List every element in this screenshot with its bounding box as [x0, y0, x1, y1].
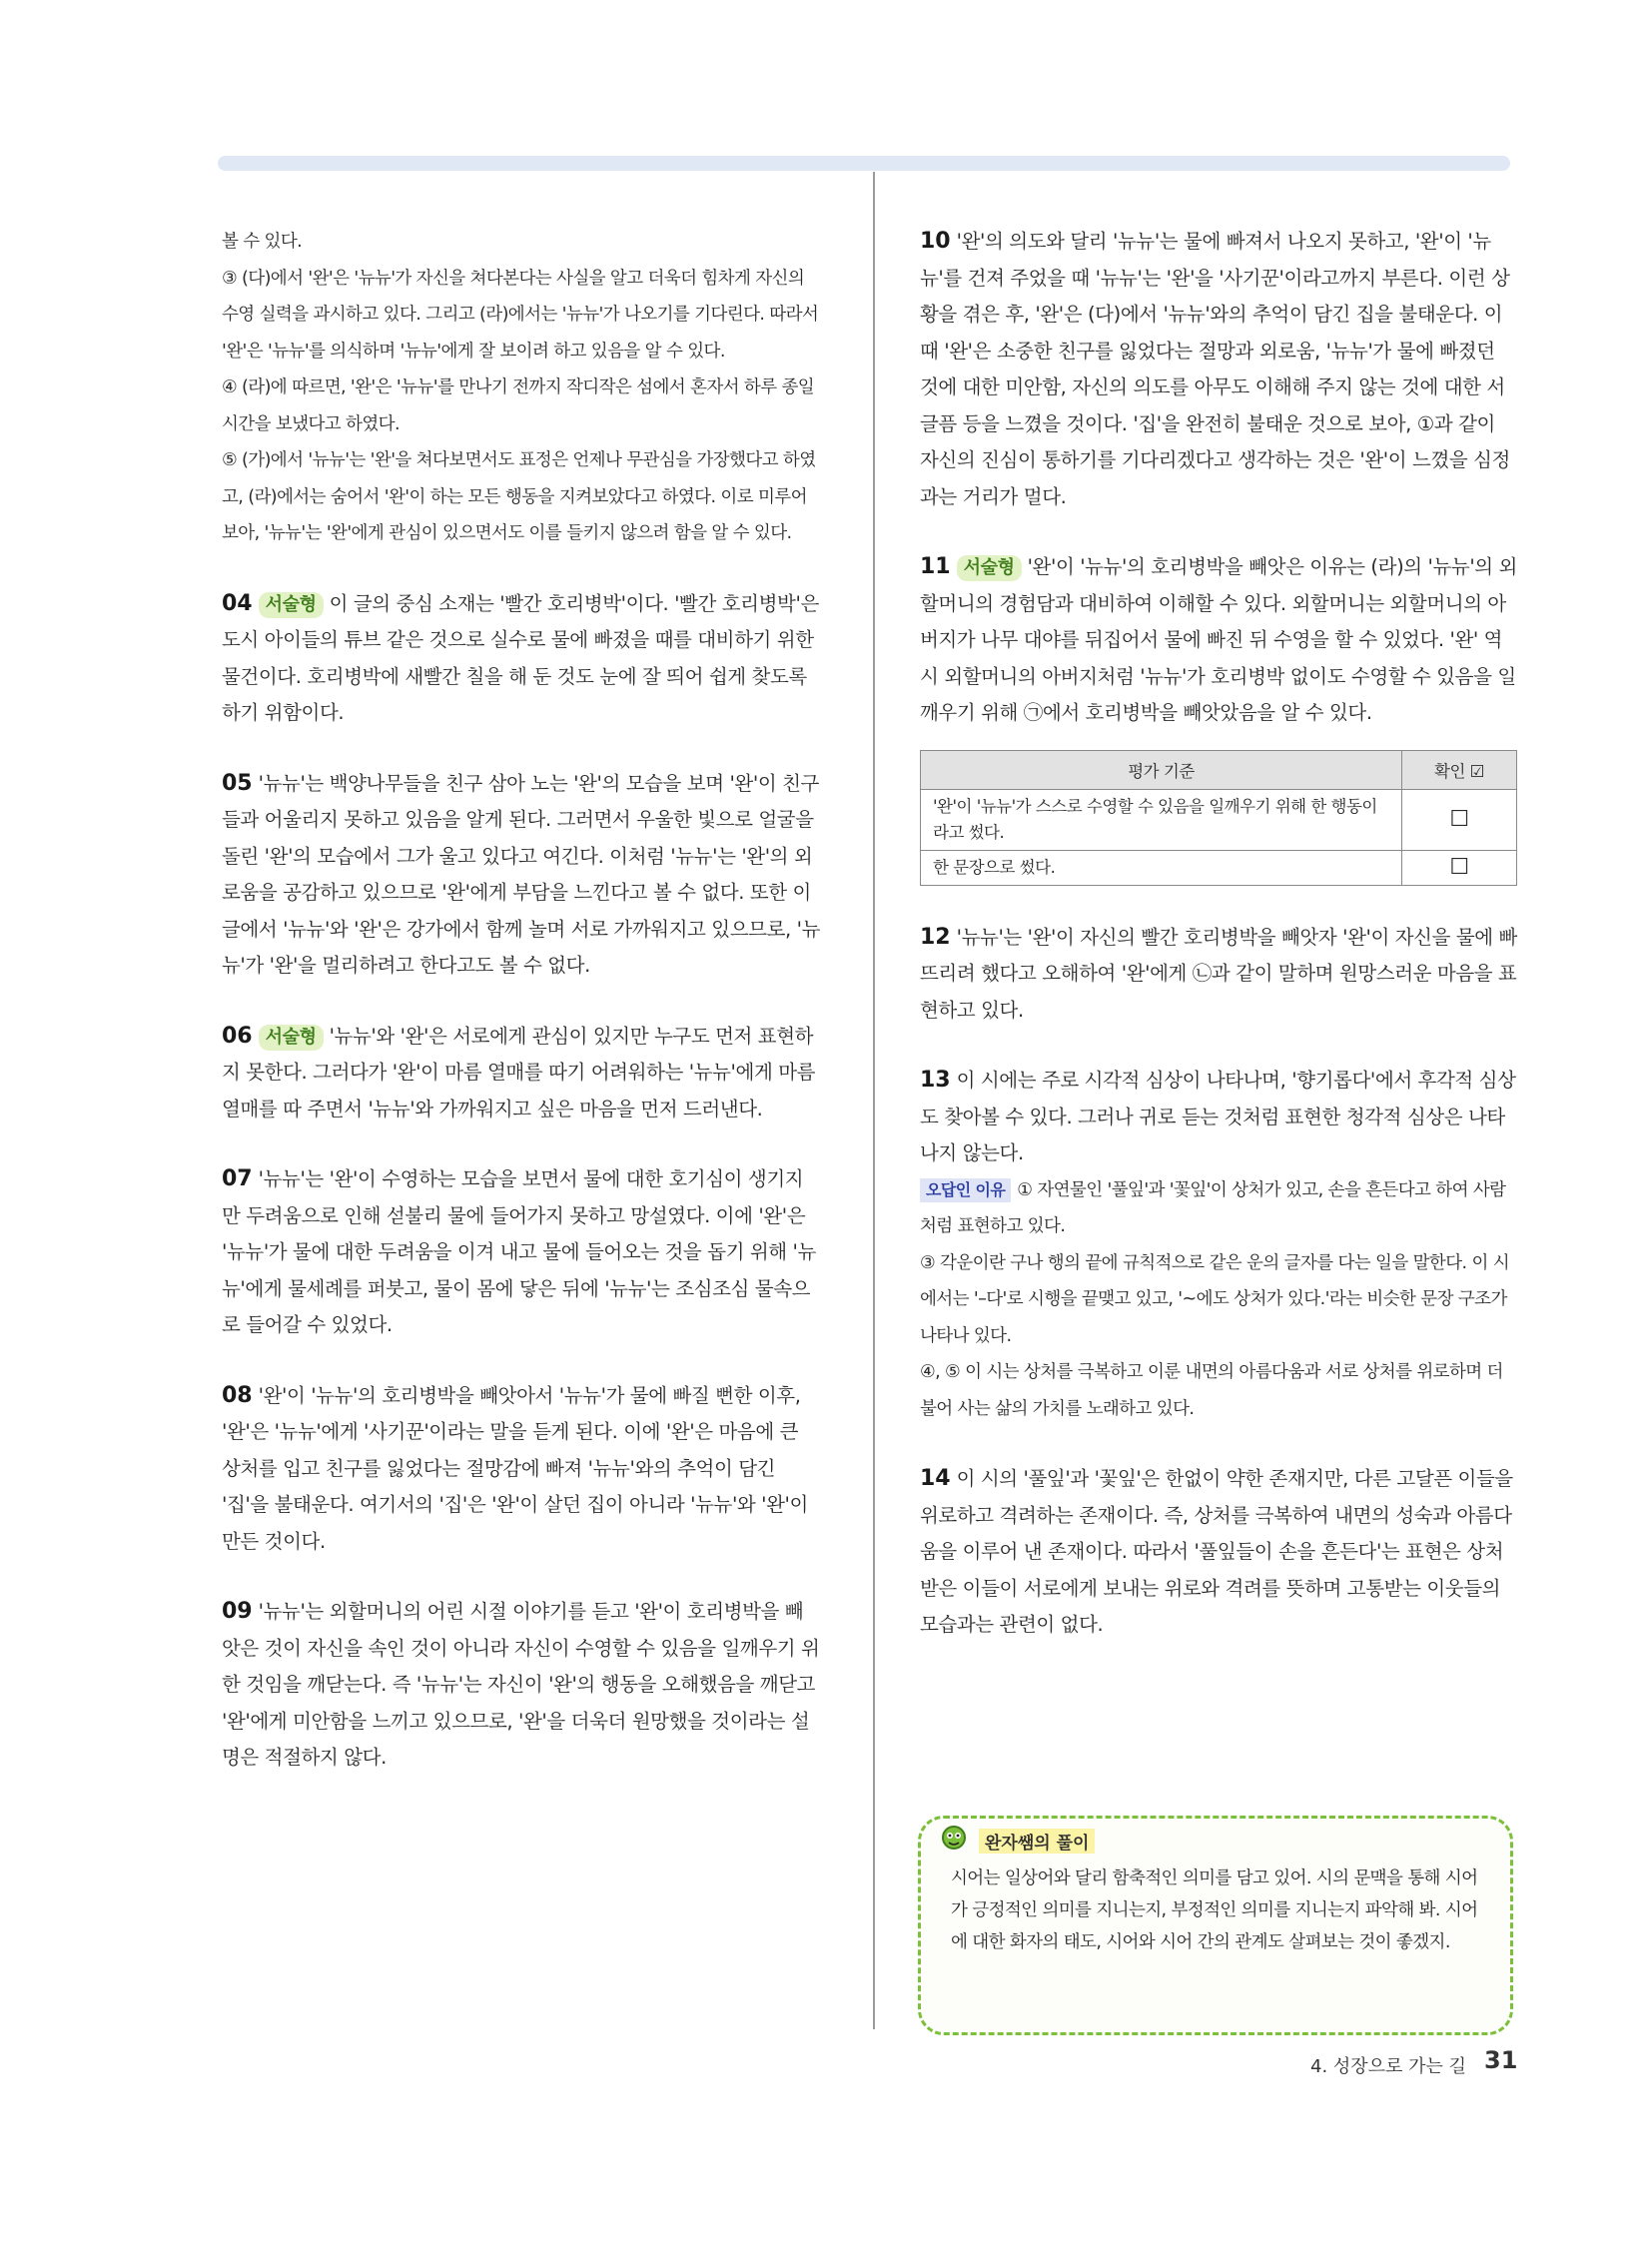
answer-text: '완'이 '뉴뉴'의 호리병박을 빼앗아서 '뉴뉴'가 물에 빠질 뻔한 이후, '완'은 '뉴뉴'에게 '사기꾼'이라는 말을 듣게 된다. 이에 '완'은 마음에 큰 상처를 입고 친구를 잃었다는 절망감에 빠져 '뉴뉴'와의 추억이 담긴 '집'을 불태운다. 여기서의 '집'은 '완'이 살던 집이 아니라 '뉴뉴'와 '완'이 만든 것이다. [222, 1383, 808, 1553]
answer-08 [222, 1378, 821, 1561]
question-number: 10 [920, 229, 951, 254]
question-number: 11 [920, 554, 951, 579]
answer-text: '뉴뉴'는 외할머니의 어린 시절 이야기를 듣고 '완'이 호리병박을 빼앗은 것이 자신을 속인 것이 아니라 자신이 수영할 수 있음을 일깨우기 위한 것임을 깨닫는다. 즉 '뉴뉴'는 자신이 '완'의 행동을 오해했음을 깨닫고 '완'에게 미안함을 느끼고 있으므로, '완'을 더욱더 원망했을 것이라는 설명은 적절하지 않다. [222, 1600, 820, 1769]
answer-12 [920, 920, 1517, 1030]
question-number: 12 [920, 924, 951, 950]
answer-text: 이 시의 '풀잎'과 '꽃잎'은 한없이 약한 존재지만, 다른 고달픈 이들을 위로하고 격려하는 존재이다. 즉, 상처를 극복하여 내면의 성숙과 아름다움을 이루어 낸 존재이다. 따라서 '풀잎들이 손을 흔든다'는 표현은 상처받은 이들이 서로에게 보내는 위로와 격려를 뜻하며 고통받는 이웃들의 모습과는 관련이 없다. [920, 1467, 1513, 1636]
column-divider [873, 172, 875, 2029]
essay-type-badge: 서술형 [259, 1025, 324, 1051]
criteria-row [921, 789, 1517, 850]
answer-text: '완'의 의도와 달리 '뉴뉴'는 물에 빠져서 나오지 못하고, '완'이 '뉴뉴'를 건져 주었을 때 '뉴뉴'는 '완'을 '사기꾼'이라고까지 부른다. 이런 상황을 겪은 후, '완'은 (다)에서 '뉴뉴'와의 추억이 담긴 집을 불태운다. 이때 '완'은 소중한 친구를 잃었다는 절망과 외로움, '뉴뉴'가 물에 빠졌던 것에 대한 미안함, 자신의 의도를 아무도 이해해 주지 않는 것에 대한 서글픔 등을 느꼈을 것이다. '집'을 완전히 불태운 것으로 보아, ①과 같이 자신의 진심이 통하기를 기다리겠다고 생각하는 것은 '완'이 느꼈을 심정과는 거리가 멀다. [920, 230, 1510, 508]
criteria-text: '완'이 '뉴뉴'가 스스로 수영할 수 있음을 일깨우기 위해 한 행동이라고 썼다. [921, 789, 1402, 850]
question-number: 05 [222, 770, 253, 796]
answer-text: 이 시에는 주로 시각적 심상이 나타나며, '향기롭다'에서 후각적 심상도 찾아볼 수 있다. 그러나 귀로 듣는 것처럼 표현한 청각적 심상은 나타나지 않는다. [920, 1069, 1516, 1164]
essay-type-badge: 서술형 [957, 555, 1022, 581]
page-number: 31 [1484, 2046, 1518, 2074]
answer-13 [920, 1063, 1517, 1172]
chapter-label: 4. 성장으로 가는 길 [1310, 2056, 1467, 2077]
question-number: 09 [222, 1599, 253, 1624]
intro-line: 볼 수 있다. [222, 232, 303, 252]
criteria-header: 평가 기준 [921, 750, 1402, 789]
answer-14 [920, 1461, 1517, 1644]
answer-11 [920, 549, 1517, 732]
criteria-row [921, 850, 1517, 885]
criteria-text: 한 문장으로 썼다. [921, 850, 1402, 885]
answer-text: '완'이 '뉴뉴'의 호리병박을 빼앗은 이유는 (라)의 '뉴뉴'의 외할머니의 경험담과 대비하여 이해할 수 있다. 외할머니는 외할머니의 아버지가 나무 대야를 뒤집어서 물에 빠진 뒤 수영을 할 수 있었다. '완' 역시 외할머니의 아버지처럼 '뉴뉴'가 호리병박 없이도 수영할 수 있음을 일깨우기 위해 ㉠에서 호리병박을 빼앗았음을 알 수 있다. [920, 555, 1517, 724]
answer-text: '뉴뉴'와 '완'은 서로에게 관심이 있지만 누구도 먼저 표현하지 못한다. 그러다가 '완'이 마름 열매를 따기 어려워하는 '뉴뉴'에게 마름 열매를 따 주면서 '뉴뉴'와 가까워지고 싶은 마음을 먼저 드러낸다. [222, 1024, 816, 1121]
mascot-icon [939, 1823, 969, 1853]
checkbox-icon[interactable]: ☐ [1402, 850, 1517, 885]
wrong-reason-badge: 오답인 이유 [920, 1178, 1011, 1202]
check-header: 확인 ☑ [1402, 750, 1517, 789]
wrong-choice-3: ③ 각운이란 구나 행의 끝에 규칙적으로 같은 운의 글자를 다는 일을 말한다. 이 시에서는 '–다'로 시행을 끝맺고 있고, '~에도 상처가 있다.'라는 비슷한 문장 구조가 나타나 있다. [920, 1252, 1510, 1346]
checkbox-icon[interactable]: ☐ [1402, 789, 1517, 850]
tip-text: 시어는 일상어와 달리 함축적인 의미를 담고 있어. 시의 문맥을 통해 시어가 긍정적인 의미를 지니는지, 부정적인 의미를 지니는지 파악해 봐. 시어에 대한 화자의 태도, 시어와 시어 간의 관계도 살펴보는 것이 좋겠지. [951, 1868, 1478, 1952]
question-number: 06 [222, 1023, 253, 1049]
answer-06 [222, 1019, 821, 1128]
left-column [222, 224, 821, 1777]
teacher-tip-box [918, 1816, 1513, 2035]
answer-text: '뉴뉴'는 '완'이 수영하는 모습을 보면서 물에 대한 호기심이 생기지만 두려움으로 인해 섣불리 물에 들어가지 못하고 망설였다. 이에 '완'은 '뉴뉴'가 물에 대한 두려움을 이겨 내고 물에 들어오는 것을 돕기 위해 '뉴뉴'에게 물세례를 퍼붓고, 물이 몸에 닿은 뒤에 '뉴뉴'는 조심조심 물속으로 들어갈 수 있었다. [222, 1167, 816, 1336]
choice-3-explanation: ③ (다)에서 '완'은 '뉴뉴'가 자신을 쳐다본다는 사실을 알고 더욱더 힘차게 자신의 수영 실력을 과시하고 있다. 그리고 (라)에서는 '뉴뉴'가 나오기를 기다린다. 따라서 '완'은 '뉴뉴'를 의식하며 '뉴뉴'에게 잘 보이려 하고 있음을 알 수 있다. [222, 268, 819, 362]
wrong-choice-1 [920, 1172, 1517, 1245]
answer-text: '뉴뉴'는 '완'이 자신의 빨간 호리병박을 빼앗자 '완'이 자신을 물에 빠뜨리려 했다고 오해하여 '완'에게 ㉡과 같이 말하며 원망스러운 마음을 표현하고 있다. [920, 925, 1517, 1022]
answer-09 [222, 1594, 821, 1777]
essay-type-badge: 서술형 [259, 592, 324, 618]
question-number: 07 [222, 1166, 253, 1191]
question-number: 04 [222, 590, 253, 616]
answer-04 [222, 586, 821, 732]
question-number: 08 [222, 1382, 253, 1408]
answer-text: '뉴뉴'는 백양나무들을 친구 삼아 노는 '완'의 모습을 보며 '완'이 친구들과 어울리지 못하고 있음을 알게 된다. 그러면서 우울한 빛으로 얼굴을 돌린 '완'의 모습에서 그가 울고 있다고 여긴다. 이처럼 '뉴뉴'는 '완'의 외로움을 공감하고 있으므로 '완'에게 부담을 느낀다고 볼 수 없다. 또한 이 글에서 '뉴뉴'와 '완'은 강가에서 함께 놀며 서로 가까워지고 있으므로, '뉴뉴'가 '완'을 멀리하려고 한다고도 볼 수 없다. [222, 771, 821, 977]
tip-title: 완자쌤의 풀이 [979, 1829, 1095, 1854]
question-number: 13 [920, 1068, 951, 1093]
choice-4-explanation: ④ (라)에 따르면, '완'은 '뉴뉴'를 만나기 전까지 작디작은 섬에서 혼자서 하루 종일 시간을 보냈다고 하였다. [222, 377, 815, 434]
question-number: 14 [920, 1466, 951, 1491]
evaluation-criteria-table [920, 750, 1517, 886]
wrong-choice-45: ④, ⑤ 이 시는 상처를 극복하고 이룬 내면의 아름다움과 서로 상처를 위로하며 더불어 사는 삶의 가치를 노래하고 있다. [920, 1362, 1503, 1419]
answer-07 [222, 1161, 821, 1344]
top-decorative-bar [218, 156, 1510, 171]
choice-5-explanation: ⑤ (가)에서 '뉴뉴'는 '완'을 쳐다보면서도 표정은 언제나 무관심을 가장했다고 하였고, (라)에서는 숨어서 '완'이 하는 모든 행동을 지켜보았다고 하였다. 이로 미루어 보아, '뉴뉴'는 '완'에게 관심이 있으면서도 이를 들키지 않으려 함을 알 수 있다. [222, 450, 816, 543]
answer-text: 이 글의 중심 소재는 '빨간 호리병박'이다. '빨간 호리병박'은 도시 아이들의 튜브 같은 것으로 실수로 물에 빠졌을 때를 대비하기 위한 물건이다. 호리병박에 새빨간 칠을 해 둔 것도 눈에 잘 띄어 쉽게 찾도록 하기 위함이다. [222, 591, 819, 724]
right-column [920, 224, 1517, 1644]
answer-10 [920, 224, 1517, 515]
answer-05 [222, 766, 821, 985]
wrong-choice-text: ① 자연물인 '풀잎'과 '꽃잎'이 상처가 있고, 손을 흔든다고 하여 사람처럼 표현하고 있다. [920, 1179, 1506, 1236]
